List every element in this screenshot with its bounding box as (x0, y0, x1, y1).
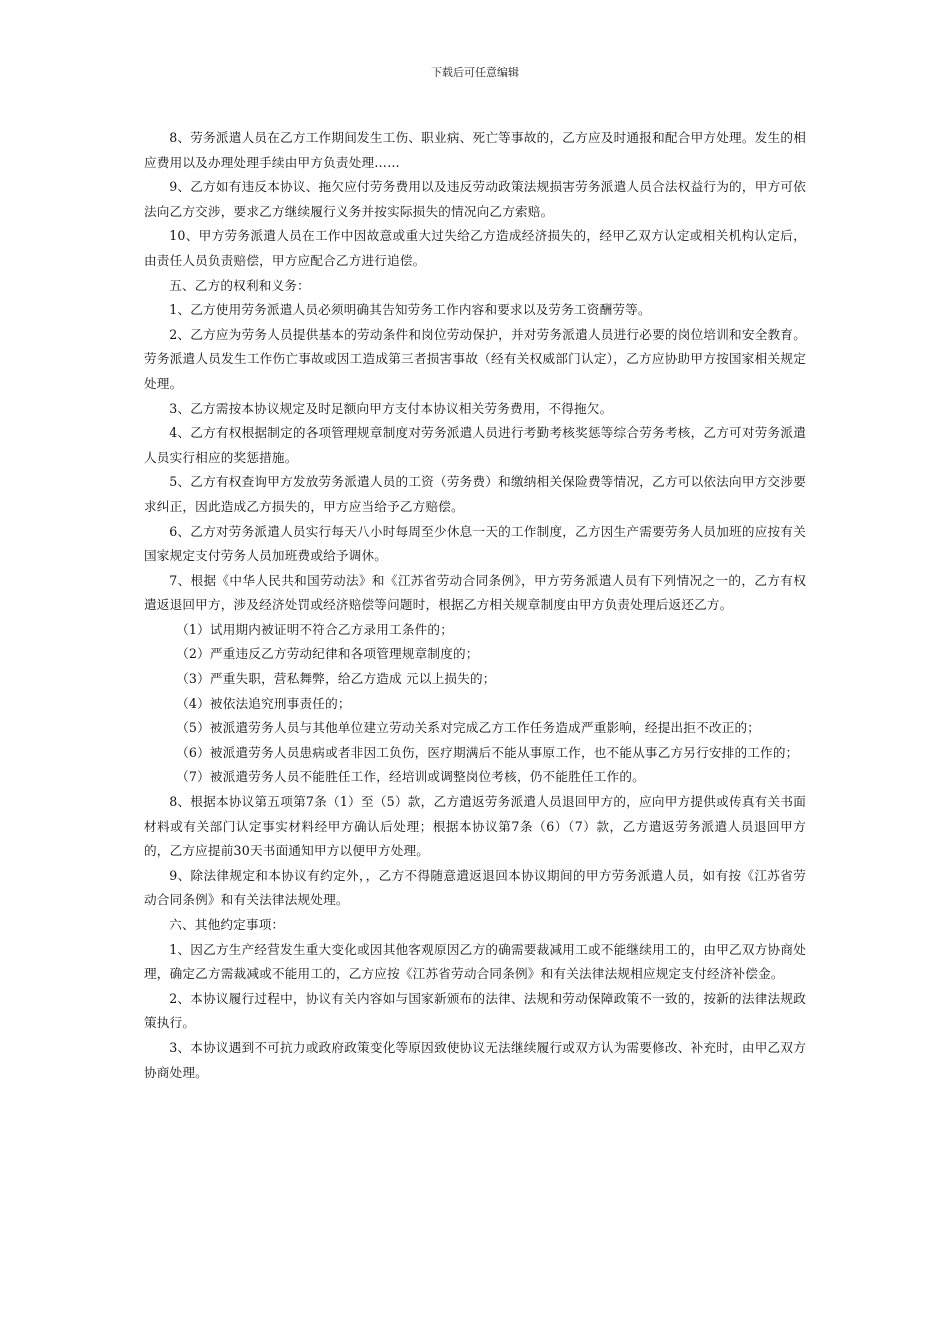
clause-paragraph: 9、除法律规定和本协议有约定外，，乙方不得随意遣返退回本协议期间的甲方劳务派遣人员，如有按《江苏省劳动合同条例》和有关法律法规处理。 (144, 867, 806, 908)
clause-paragraph: 9、乙方如有违反本协议、拖欠应付劳务费用以及违反劳动政策法规损害劳务派遣人员合法权益行为的，甲方可依法向乙方交涉，要求乙方继续履行义务并按实际损失的情况向乙方索赔。 (144, 179, 806, 219)
clause-paragraph: 4、乙方有权根据制定的各项管理规章制度对劳务派遣人员进行考勤考核奖惩等综合劳务考核，乙方可对劳务派遣人员实行相应的奖惩措施。 (144, 425, 806, 465)
clause-paragraph: 3、乙方需按本协议规定及时足额向甲方支付本协议相关劳务费用，不得拖欠。 (169, 400, 613, 416)
clause-subitem: （1）试用期内被证明不符合乙方录用工条件的； (176, 621, 454, 637)
clause-subitem: （4）被依法追究刑事责任的； (176, 695, 351, 711)
page-header: 下载后可任意编辑 (431, 66, 519, 79)
clause-paragraph: 六、其他约定事项： (169, 917, 285, 932)
clause-paragraph: 2、乙方应为劳务人员提供基本的劳动条件和岗位劳动保护，并对劳务派遣人员进行必要的岗位培训和安全教育。劳务派遣人员发生工作伤亡事故或因工造成第三者损害事故（经有关权威部门认定），乙方应协助甲方按国家相关规定处理。 (144, 326, 806, 391)
clause-paragraph: 五、乙方的权利和义务： (169, 277, 310, 293)
clause-subitem: （6）被派遣劳务人员患病或者非因工负伤，医疗期满后不能从事原工作，也不能从事乙方另行安排的工作的； (176, 744, 799, 760)
clause-paragraph: 5、乙方有权查询甲方发放劳务派遣人员的工资（劳务费）和缴纳相关保险费等情况，乙方可以依法向甲方交涉要求纠正，因此造成乙方损失的，甲方应当给予乙方赔偿。 (144, 474, 806, 514)
clause-subitem: （3）严重失职，营私舞弊，给乙方造成 元以上损失的； (176, 671, 496, 687)
clause-paragraph: 7、根据《中华人民共和国劳动法》和《江苏省劳动合同条例》，甲方劳务派遣人员有下列情况之一的，乙方有权遣返退回甲方，涉及经济处罚或经济赔偿等问题时，根据乙方相关规章制度由甲方负责处理后返还乙方。 (144, 572, 806, 613)
clause-paragraph: 8、劳务派遣人员在乙方工作期间发生工伤、职业病、死亡等事故的，乙方应及时通报和配合甲方处理。发生的相应费用以及办理处理手续由甲方负责处理…… (144, 130, 806, 170)
clause-paragraph: 6、乙方对劳务派遣人员实行每天八小时每周至少休息一天的工作制度，乙方因生产需要劳务人员加班的应按有关国家规定支付劳务人员加班费或给予调休。 (144, 523, 806, 564)
clause-paragraph: 3、本协议遇到不可抗力或政府政策变化等原因致使协议无法继续履行或双方认为需要修改、补充时，由甲乙双方协商处理。 (144, 1039, 806, 1080)
clause-paragraph: 2、本协议履行过程中，协议有关内容如与国家新颁布的法律、法规和劳动保障政策不一致的，按新的法律法规政策执行。 (144, 990, 806, 1031)
clause-paragraph: 8、根据本协议第五项第7条（1）至（5）款，乙方遣返劳务派遣人员退回甲方的，应向甲方提供或传真有关书面材料或有关部门认定事实材料经甲方确认后处理；根据本协议第7条（6）（7）款，乙方遣返劳务派遣人员退回甲方的，乙方应提前30天书面通知甲方以便甲方处理。 (144, 794, 806, 859)
clause-paragraph: 1、乙方使用劳务派遣人员必须明确其告知劳务工作内容和要求以及劳务工资酬劳等。 (169, 302, 651, 318)
clause-paragraph: 1、因乙方生产经营发生重大变化或因其他客观原因乙方的确需要裁减用工或不能继续用工的，由甲乙双方协商处理，确定乙方需裁减或不能用工的，乙方应按《江苏省劳动合同条例》和有关法律法规相应规定支付经济补偿金。 (144, 941, 806, 982)
document-body (144, 126, 806, 1085)
clause-subitem: （7）被派遣劳务人员不能胜任工作，经培训或调整岗位考核，仍不能胜任工作的。 (176, 769, 645, 785)
clause-subitem: （2）严重违反乙方劳动纪律和各项管理规章制度的； (176, 646, 479, 662)
clause-paragraph: 10、甲方劳务派遣人员在工作中因故意或重大过失给乙方造成经济损失的，经甲乙双方认定或相关机构认定后，由责任人员负责赔偿，甲方应配合乙方进行追偿。 (144, 228, 806, 268)
clause-subitem: （5）被派遣劳务人员与其他单位建立劳动关系对完成乙方工作任务造成严重影响，经提出拒不改正的； (176, 720, 761, 736)
